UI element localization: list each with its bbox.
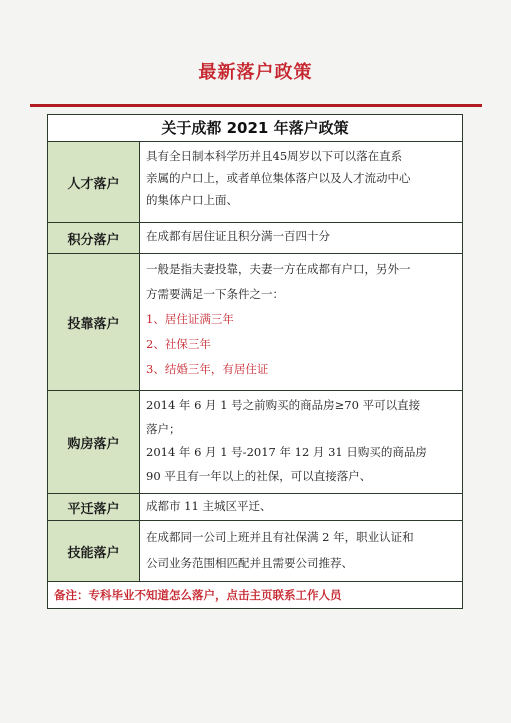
row-label-skill: 技能落户 [48, 521, 140, 581]
content-line: 公司业务范围相匹配并且需要公司推荐、 [146, 556, 353, 570]
content-line: 成都市 11 主城区平迁、 [146, 499, 272, 513]
condition-item: 2、社保三年 [146, 337, 211, 351]
content-line: 90 平且有一年以上的社保，可以直接落户、 [146, 468, 372, 483]
row-housing [48, 391, 462, 494]
row-content-dependent [140, 254, 462, 390]
content-line: 方需要满足一下条件之一： [146, 287, 284, 301]
row-content-talent [140, 142, 462, 222]
row-dependent [48, 254, 462, 391]
content-line: 2014 年 6 月 1 号之前购买的商品房≥70 平可以直接 [146, 398, 421, 412]
row-content-skill [140, 521, 462, 581]
row-content-housing [140, 391, 462, 493]
row-content-transfer [140, 494, 462, 520]
table-title: 关于成都 2021 年落户政策 [48, 115, 462, 142]
row-skill [48, 521, 462, 582]
row-talent [48, 142, 462, 223]
content-line: 亲属的户口上，或者单位集体落户以及人才流动中心 [146, 171, 411, 185]
policy-table [47, 114, 463, 609]
row-transfer [48, 494, 462, 521]
condition-item: 3、结婚三年，有居住证 [146, 362, 269, 376]
page-title: 最新落户政策 [198, 62, 313, 83]
row-content-points [140, 223, 462, 253]
row-label-transfer: 平迁落户 [48, 494, 140, 520]
content-line: 一般是指夫妻投靠，夫妻一方在成都有户口，另外一 [146, 262, 411, 276]
row-label-dependent: 投靠落户 [48, 254, 140, 390]
content-line: 落户； [146, 421, 181, 436]
content-line: 在成都同一公司上班并且有社保满 2 年，职业认证和 [146, 530, 414, 544]
content-line: 2014 年 6 月 1 号-2017 年 12 月 31 日购买的商品房 [146, 445, 427, 459]
row-label-points: 积分落户 [48, 223, 140, 253]
title-divider [30, 104, 482, 107]
row-label-talent: 人才落户 [48, 142, 140, 222]
content-line: 的集体户口上面、 [146, 193, 238, 207]
content-line: 具有全日制本科学历并且45周岁以下可以落在直系 [146, 149, 403, 163]
table-note: 备注：专科毕业不知道怎么落户，点击主页联系工作人员 [54, 588, 342, 602]
row-label-housing: 购房落户 [48, 391, 140, 493]
row-points [48, 223, 462, 254]
condition-item: 1、居住证满三年 [146, 312, 234, 326]
content-line: 在成都有居住证且积分满一百四十分 [146, 229, 330, 243]
